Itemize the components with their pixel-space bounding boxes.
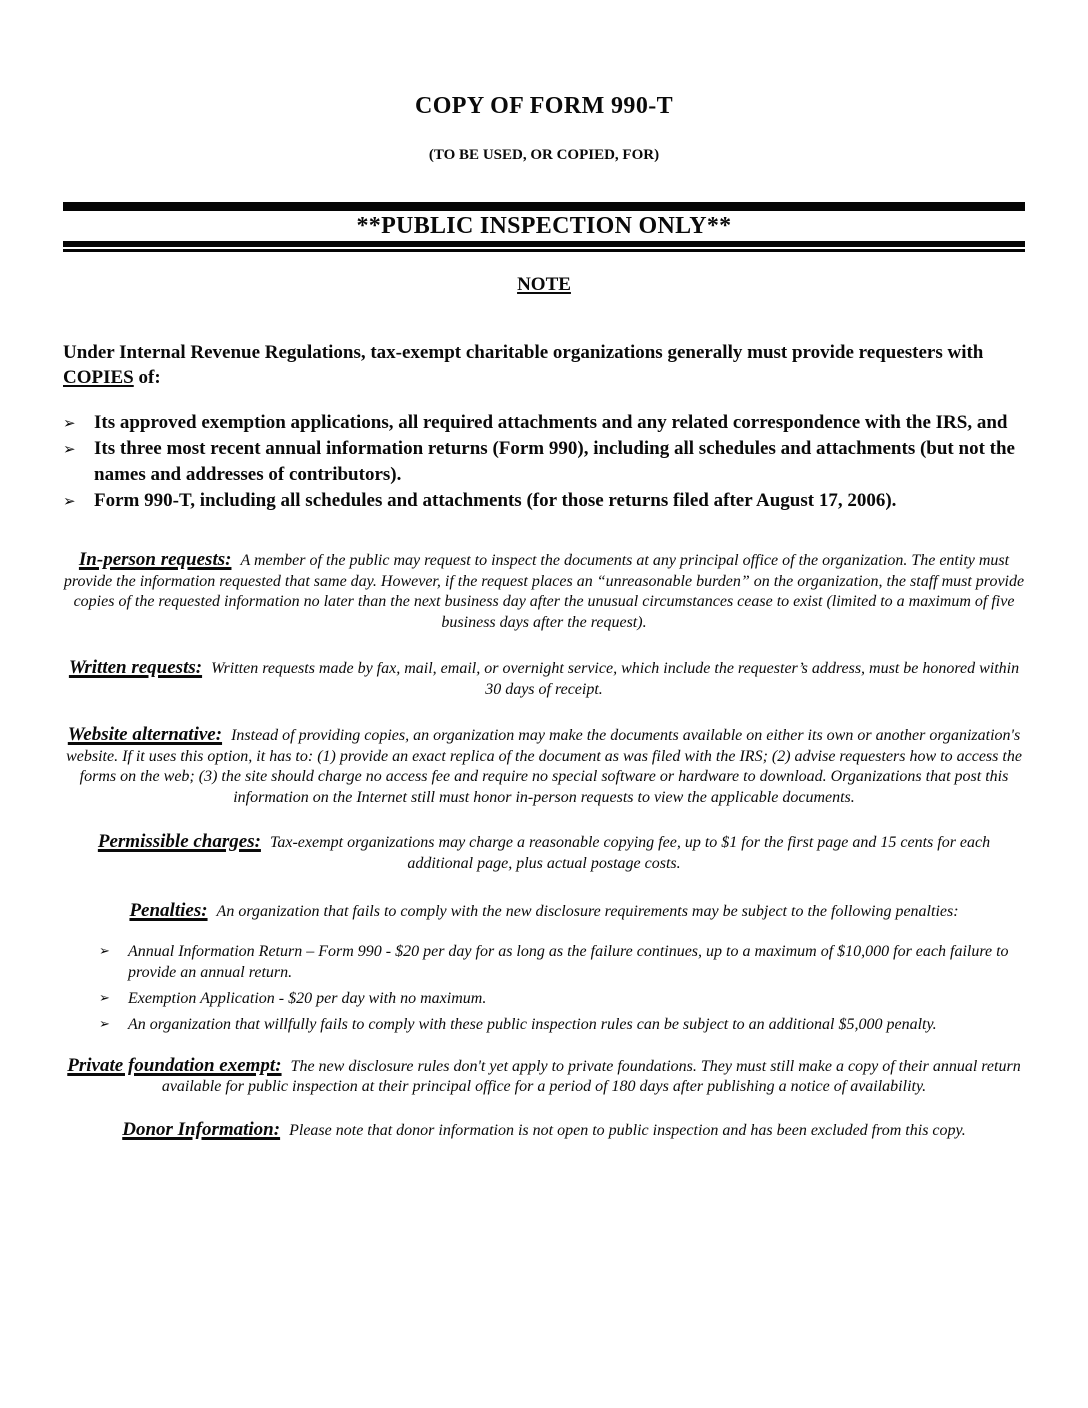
arrow-bullet-icon: ➢: [63, 414, 76, 432]
penalty-text: An organization that willfully fails to comply with these public inspection rules can be subject to an additional $5,000 penalty.: [128, 1015, 937, 1033]
public-inspection-banner: [63, 202, 1025, 252]
section-heading: Written requests:: [68, 657, 203, 678]
page-subtitle: (TO BE USED, OR COPIED, FOR): [428, 147, 660, 163]
section-written-requests: [63, 658, 1025, 700]
note-heading: NOTE: [517, 274, 571, 295]
requirement-text: Form 990-T, including all schedules and attachments (for those returns filed after August 17, 2006).: [94, 490, 897, 511]
section-website-alternative: [63, 725, 1025, 808]
section-heading: Permissible charges:: [97, 831, 261, 852]
section-body: Instead of providing copies, an organization may make the documents available on either its own or another organization's website. If it uses this option, it has to: (1) provide an exact replica of the document as was filed with the IRS; (2) advise requesters how to access the forms on the web; (3) the site should charge no access fee and require no special software or hardware to download. Organizations that post this information on the Internet still must honor in-person requests to view the applicable documents.: [66, 727, 1022, 806]
requirement-text: Its three most recent annual information returns (Form 990), including all schedules and attachments (but not the names and addresses of contributors).: [94, 438, 1015, 485]
section-body: Please note that donor information is not open to public inspection and has been excluded from this copy.: [289, 1121, 966, 1139]
section-permissible-charges: [63, 832, 1025, 874]
section-body: The new disclosure rules don't yet apply to private foundations. They must still make a copy of their annual return available for public inspection at their principal office for a period of 180 days after publishing a notice of availability.: [161, 1057, 1021, 1095]
penalties-list: [63, 941, 1025, 1035]
requirement-text: Its approved exemption applications, all required attachments and any related correspondence with the IRS, and: [94, 412, 1008, 433]
arrow-bullet-icon: ➢: [99, 943, 110, 959]
section-penalties: [63, 901, 1025, 923]
banner-top-rule: [63, 202, 1025, 211]
arrow-bullet-icon: ➢: [99, 990, 110, 1006]
list-item: [99, 941, 1025, 983]
intro-text-before: Under Internal Revenue Regulations, tax-exempt charitable organizations generally must provide requesters with: [63, 342, 984, 363]
section-donor-information: [63, 1120, 1025, 1142]
section-heading: Private foundation exempt:: [67, 1054, 282, 1076]
list-item: [63, 488, 1025, 514]
arrow-bullet-icon: ➢: [63, 492, 76, 510]
penalty-text: Annual Information Return – Form 990 - $20 per day for as long as the failure continues, up to a maximum of $10,000 for each failure to provide an annual return.: [128, 942, 1009, 981]
banner-text: **PUBLIC INSPECTION ONLY**: [356, 213, 732, 239]
section-private-foundation-exempt: [63, 1056, 1025, 1098]
list-item: [63, 410, 1025, 436]
arrow-bullet-icon: ➢: [63, 440, 76, 458]
section-heading: Website alternative:: [67, 724, 223, 745]
list-item: [99, 1014, 1025, 1035]
arrow-bullet-icon: ➢: [99, 1016, 110, 1032]
section-in-person-requests: [63, 550, 1025, 633]
intro-paragraph: [63, 340, 1025, 390]
banner-bottom-rule: [63, 241, 1025, 247]
section-body: Tax-exempt organizations may charge a reasonable copying fee, up to $1 for the first page and 15 cents for each additional page, plus actual postage costs.: [269, 834, 991, 872]
section-body: An organization that fails to comply with the new disclosure requirements may be subject to the following penalties:: [216, 903, 959, 920]
banner-bottom-thin-rule: [63, 249, 1025, 252]
page-title: COPY OF FORM 990-T: [414, 93, 674, 119]
section-heading: In-person requests:: [78, 549, 232, 570]
list-item: [63, 436, 1025, 488]
penalty-text: Exemption Application - $20 per day with no maximum.: [128, 989, 487, 1007]
list-item: [99, 988, 1025, 1009]
section-body: Written requests made by fax, mail, email, or overnight service, which include the requester’s address, must be honored within 30 days of receipt.: [211, 660, 1020, 698]
copies-underlined-word: COPIES: [63, 367, 134, 388]
requirements-list: [63, 410, 1025, 514]
section-body: A member of the public may request to inspect the documents at any principal office of the organization. The entity must provide the information requested that same day. However, if the request places an “unreasonable burden” on the organization, the staff must provide copies of the requested information no later than the next business day after the unusual circumstances cease to exist (limited to a maximum of five business days after the request).: [63, 552, 1025, 631]
intro-text-after: of:: [133, 367, 161, 388]
section-heading: Penalties:: [129, 900, 208, 921]
section-heading: Donor Information:: [122, 1118, 281, 1140]
